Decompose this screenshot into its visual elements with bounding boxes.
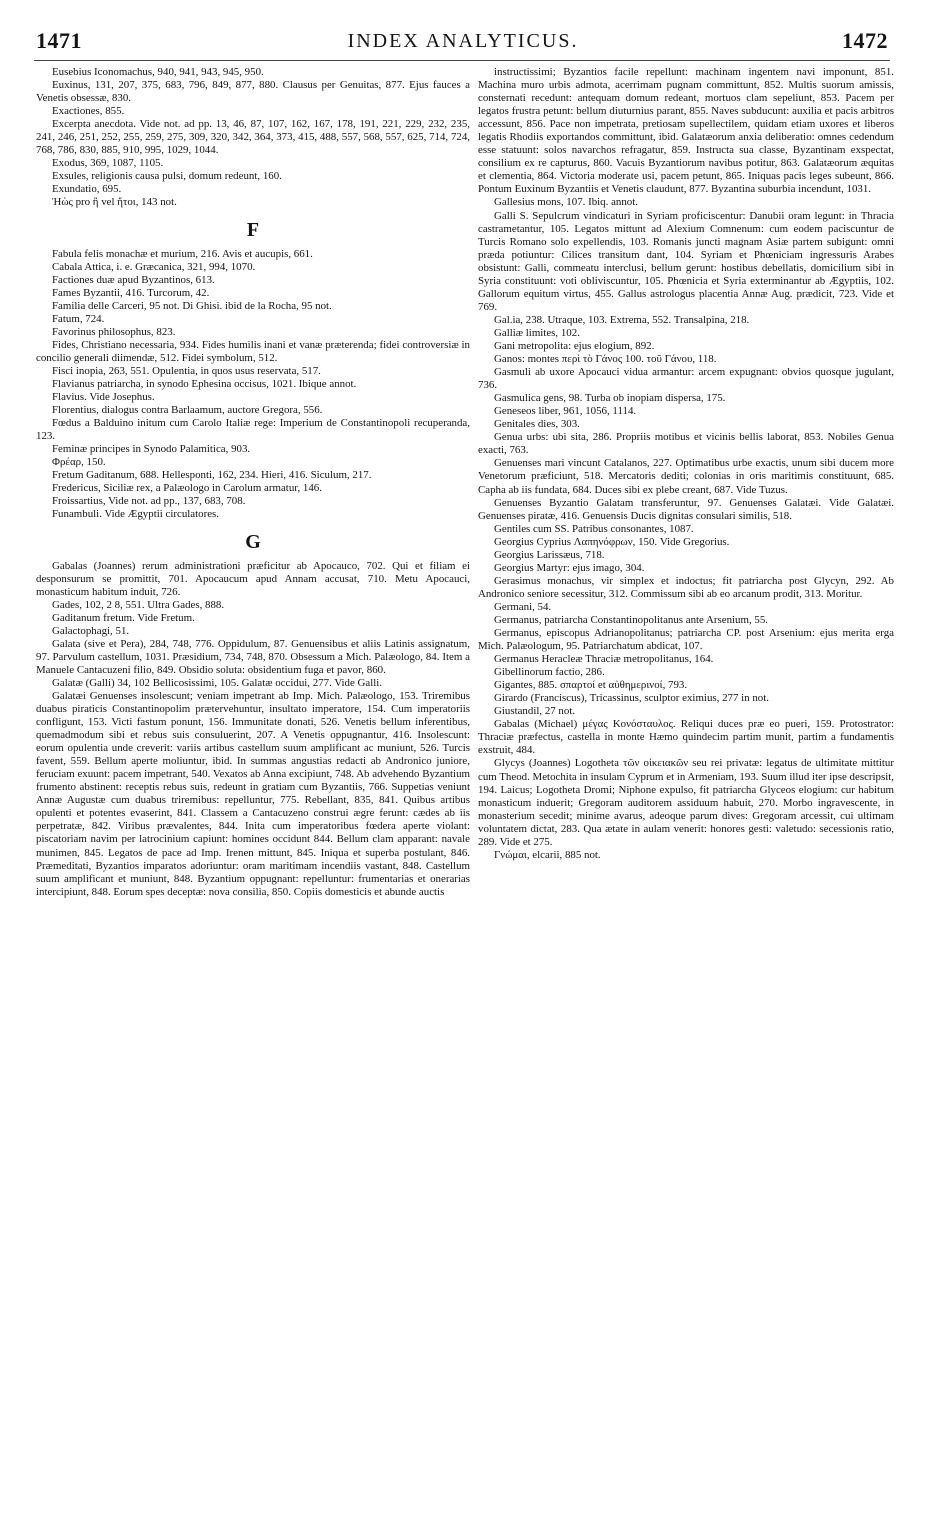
index-entry: Giustandil, 27 not.	[494, 705, 576, 718]
page-header	[0, 28, 926, 62]
index-entry: Germani, 54.	[494, 600, 552, 613]
page-number-right: 1472	[842, 28, 888, 53]
index-entry: Genuenses mari vincunt Catalanos, 227. Optimatibus urbe exactis, unum sibi ducem more Venetorum præficiunt, 518. Mercatoris dediti; colonias in oris maritimis constituunt, 685. Capha ab iis fundata, 684. Duces sibi ex plebe creant, 687. Vide Tuzus.	[478, 457, 894, 496]
index-entry: Gasmulica gens, 98. Turba ob inopiam dispersa, 175.	[494, 392, 726, 405]
index-entry: Geneseos liber, 961, 1056, 1114.	[494, 405, 637, 418]
section-letter: F	[246, 218, 260, 241]
left-column	[36, 66, 470, 1522]
running-title: INDEX ANALYTICUS.	[347, 30, 579, 52]
index-entry: Genuenses Byzantio Galatam transferuntur, 97. Genuenses Galatæi. Vide Galatæi. Genuenses piratæ, 416. Genuensis Ducis dignitas consulari similis, 518.	[478, 496, 894, 522]
index-entry: Gigantes, 885. σπαρτοί et αὐθημερινοί, 793.	[494, 679, 688, 692]
index-entry: Gallesius mons, 107. Ibiq. annot.	[494, 196, 638, 209]
index-entry: Glycys (Joannes) Logotheta τῶν οἰκειακῶν seu rei privatæ: legatus de ultimitate mittitur cum Theod. Metochita in insulam Cyprum et in Armeniam, 193. Suum illud iter ipse descripsit, 194. Laicus; Logotheta Dromi; Niphone expulso, fit patriarcha Glyceos elogium: cur habitum monasticum induerit; Gregoram auditorem assiduum habuit, 270. Morbo ingravescente, in monasterium secedit; minime avarus, adeoque parum dives: Gregoram arcessit, cui ultimam voluntatem dictat, 283. Qua ætate in aulam venerit: honores gesti: valetudo: secessionis ratio, 289. Vide et 275.	[478, 757, 894, 848]
index-entry: Galliæ limites, 102.	[494, 326, 580, 339]
index-entry: Genua urbs: ubi sita, 286. Propriis motibus et vicinis bellis laborat, 853. Nobiles Genua exacti, 763.	[478, 431, 894, 457]
index-entry: Gaditanum fretum. Vide Fretum.	[52, 611, 195, 624]
index-entry: Girardo (Franciscus), Tricassinus, sculptor eximius, 277 in not.	[494, 692, 769, 705]
index-entry: Flavianus patriarcha, in synodo Ephesina occisus, 1021. Ibique annot.	[52, 377, 357, 390]
index-entry: Froissartius, Vide not. ad pp., 137, 683, 708.	[52, 495, 246, 508]
index-entry: Gades, 102, 2 8, 551. Ultra Gades, 888.	[52, 598, 225, 611]
index-entry: Fredericus, Siciliæ rex, a Palæologo in Carolum armatur, 146.	[52, 482, 322, 495]
index-entry: Gani metropolita: ejus elogium, 892.	[494, 339, 655, 352]
index-entry: Gerasimus monachus, vir simplex et indoctus; fit patriarcha post Glycyn, 292. Ab Andronico seniore secessitur, 312. Commissum sibi ab eo arcanum prodit, 313. Moritur.	[478, 574, 894, 600]
index-entry: Gentiles cum SS. Patribus consonantes, 1087.	[494, 522, 694, 535]
index-entry: Galactophagi, 51.	[52, 624, 130, 637]
index-entry: Exactiones, 855.	[52, 105, 125, 118]
header-rule	[34, 60, 890, 61]
index-entry: Genitales dies, 303.	[494, 418, 580, 431]
index-entry: Galata (sive et Pera), 284, 748, 776. Oppidulum, 87. Genuensibus et aliis Latinis assignatum, 97. Parvulum castellum, 1031. Præsidium, 734, 748, 870. Obsessum a Mich. Palæologo, 84. Item a Manuele Cantacuzeni filio, 849. Obsidio soluta: obsidentium fuga et pavor, 860.	[36, 637, 470, 676]
section-letter: G	[245, 530, 261, 553]
index-entry: Germanus, episcopus Adrianopolitanus; patriarcha CP. post Arsenium: ejus merita erga Mich. Palæologum, 95. Patriarchatum abdicat, 107.	[478, 627, 894, 653]
index-entry: Gibellinorum factio, 286.	[494, 666, 605, 679]
index-entry: Gasmuli ab uxore Apocauci vidua armantur: arcem expugnant: obvios quosque jugulant, 736.	[478, 366, 894, 392]
index-entry: Georgius Martyr: ejus imago, 304.	[494, 561, 645, 574]
index-entry: Γνώμαι, elcarii, 885 not.	[494, 848, 601, 861]
index-entry: Florentius, dialogus contra Barlaamum, auctore Gregora, 556.	[52, 404, 323, 417]
index-entry: Ganos: montes περὶ τὸ Γάνος 100. τοῦ Γάνου, 118.	[494, 353, 717, 366]
index-entry: Fatum, 724.	[52, 312, 105, 325]
index-entry: Exundatio, 695.	[52, 183, 122, 196]
index-entry: Excerpta anecdota. Vide not. ad pp. 13, 46, 87, 107, 162, 167, 178, 191, 221, 229, 232, 235, 241, 246, 251, 252, 255, 259, 275, 309, 320, 342, 364, 373, 415, 488, 557, 568, 557, 625, 714, 724, 768, 786, 830, 885, 910, 995, 1029, 1044.	[36, 118, 470, 157]
index-entry: Gabalas (Joannes) rerum administrationi præficitur ab Apocauco, 702. Qui et filiam ei desponsurum se promittit, 701. Apocaucum apud Annam accusat, 710. Metu Apocauci, monasticum habitum induit, 726.	[36, 559, 470, 598]
index-entry: Exodus, 369, 1087, 1105.	[52, 157, 164, 170]
index-entry: Fœdus a Balduino initum cum Carolo Italiæ rege: Imperium de Constantinopoli recuperanda, 123.	[36, 417, 470, 443]
index-entry: Eusebius Iconomachus, 940, 941, 943, 945, 950.	[52, 66, 264, 78]
index-entry: Euxinus, 131, 207, 375, 683, 796, 849, 877, 880. Clausus per Genuitas, 877. Ejus fauces a Venetis obsessæ, 830.	[36, 79, 470, 105]
index-entry: Georgius Cyprius Λαπηνόφρων, 150. Vide Gregorius.	[494, 535, 730, 548]
index-entry: Gal.ia, 238. Utraque, 103. Extrema, 552. Transalpina, 218.	[494, 313, 750, 326]
index-entry: Familia delle Carceri, 95 not. Di Ghisi. ibid de la Rocha, 95 not.	[52, 299, 332, 312]
index-entry: Ἠὼς pro ἢ vel ἤτοι, 143 not.	[52, 196, 177, 209]
index-entry: Georgius Larissæus, 718.	[494, 548, 605, 561]
index-entry: Fretum Gaditanum, 688. Hellesponti, 162, 234. Hieri, 416. Siculum, 217.	[52, 469, 372, 482]
index-entry: instructissimi; Byzantios facile repellunt: machinam ingentem navi imponunt, 851. Machina muro urbis admota, acerrimam pugnam committunt, 852. Multis suorum amissis, consternati recedunt: antequam domum redeant, mortuos clam sepeliunt, 853. Pacem per legatos frustra petunt: bellum diuturnius parant, 855. Naves subducunt: auxilia et pacis arbitros accessunt, 856. Pace non impetrata, pretiosam supellectilem, quidam etiam uxores et liberos legatis Rhodiis exportandos committunt, ibid. Galatæorum anxia deliberatio: omnes cedendum esse statuunt: solos navarchos refragatur, 859. Instructa sua classe, Byzantinam exspectat, consilium ex re capturus, 860. Vacuis Byzantiorum navibus potitur, 863. Galatæorum æquitas et clementia, 864. Victoria moderate usi, pacem petunt, 865. Iniquas pacis leges subeunt, 866. Pontum Euxinum Byzantiis et Venetis claudunt, 877. Byzantina suburbia incendunt, 1031.	[478, 66, 894, 196]
index-entry: Fisci inopia, 263, 551. Opulentia, in quos usus reservata, 517.	[52, 364, 321, 377]
index-entry: Flavius. Vide Josephus.	[52, 391, 155, 404]
index-entry: Fides, Christiano necessaria, 934. Fides humilis inani et vanæ præterenda; fidei controversiæ in concilio generali diimendæ, 512. Fidei symbolum, 512.	[36, 338, 470, 364]
index-entry: Germanus Heracleæ Thraciæ metropolitanus, 164.	[494, 653, 714, 666]
index-entry: Feminæ principes in Synodo Palamitica, 903.	[52, 443, 251, 456]
index-entry: Fames Byzantii, 416. Turcorum, 42.	[52, 286, 210, 299]
index-entry: Φρέαρ, 150.	[52, 456, 106, 469]
index-entry: Favorinus philosophus, 823.	[52, 325, 176, 338]
index-entry: Gabalas (Michael) μέγας Κονόσταυλος. Reliqui duces præ eo pueri, 159. Protostrator: Thraciæ præfectus, castella in monte Hæmo quindecim partim munit, partim a fundamentis exstruit, 484.	[478, 718, 894, 757]
page-number-left: 1471	[36, 28, 82, 53]
index-entry: Exsules, religionis causa pulsi, domum redeunt, 160.	[52, 170, 282, 183]
index-entry: Fabula felis monachæ et murium, 216. Avis et aucupis, 661.	[52, 247, 313, 260]
index-entry: Cabala Attica, i. e. Græcanica, 321, 994, 1070.	[52, 260, 256, 273]
index-entry: Funambuli. Vide Ægyptii circulatores.	[52, 508, 220, 521]
index-entry: Galatæ (Galli) 34, 102 Bellicosissimi, 105. Galatæ occidui, 277. Vide Galli.	[52, 676, 383, 689]
index-entry: Germanus, patriarcha Constantinopolitanus ante Arsenium, 55.	[494, 613, 769, 626]
index-entry: Galli S. Sepulcrum vindicaturi in Syriam proficiscentur: Danubii oram legunt: in Thracia castrametantur, 105. Legatos mittunt ad Alexium Comnenum: cum eodem paciscuntur de Turcis Romano solo expellendis, 103. Romanis juncti magnam Asiæ partem subigunt: omni præda potiuntur: Cilices transitum dant, 104. Syriam et Phœniciam ingressuris Arabes obsistunt: Galli, commeatu interclusi, bellum gerunt: hostibus debellatis, domicilium sibi in Syria constituunt: voti obliviscuntur, 105. Phœnicia et Syria exterminantur ab Ægyptiis, 102. Gallorum equitum virtus, 455. Gallus astrologus placentia Annæ Aug. prædicit, 723. Vide et 769.	[478, 209, 894, 313]
index-entry: Galatæi Genuenses insolescunt; veniam impetrant ab Imp. Mich. Palæologo, 153. Triremibus duabus piraticis Constantinopolim prætervehuntur, insultato imperatore, 154. Cum imperatoriis confligunt, 153. Victi fastum ponunt, 156. Immunitate donati, 526. Venetis bellum inferentibus, quemadmodum sibi et rebus suis consuluerint, 207. A Venetis oppugnantur, 416. Insolescunt: eorum opulentia unde creverit: variis artibus castellum suum amplificant ac muniunt, 526. Turcis favent, 559. Bellum aperte moliuntur, ibid. In summas angustias redacti ab Andronico juniore, feruciam exuunt: pacem impetrant, 540. Vexatos ab Anna excipiunt, 748. Ab advehendo Byzantium frumento abstinent: receptis rebus suis, redeunt in gratiam cum Byzantiis, 766. Suppetias veniunt Annæ Augustæ cum duabus triremibus: repelluntur, 775. Rebellant, 835, 841. Quibus artibus opulenti et potentes evaserint, 841. Classem a Cantacuzeno construi ægre ferunt: cædes ab iis perpetratæ, 842. Viribus prævalentes, 844. Inita cum imperatoribus fœdera aperte violant: piscatoriam navim per latrocinium capiunt: homines occidunt 844. Bellum clam apparant: navale munimen, 845. Legatos de pace ad Imp. Irenen mittunt, 845. Iniqua et superba postulant, 846. Præmeditati, Byzantios imparatos adoriuntur: oram maritimam incendiis vastant, 848. Castellum suum amplificant et muniunt, 848. Byzantium oppugnant: repelluntur: frumentarias et onerarias intercipiunt, 848. Eorum spes deceptæ: nova consilia, 850. Copiis domesticis et abunde auctis	[36, 689, 470, 898]
index-entry: Factiones duæ apud Byzantinos, 613.	[52, 273, 215, 286]
right-column	[478, 66, 894, 1522]
